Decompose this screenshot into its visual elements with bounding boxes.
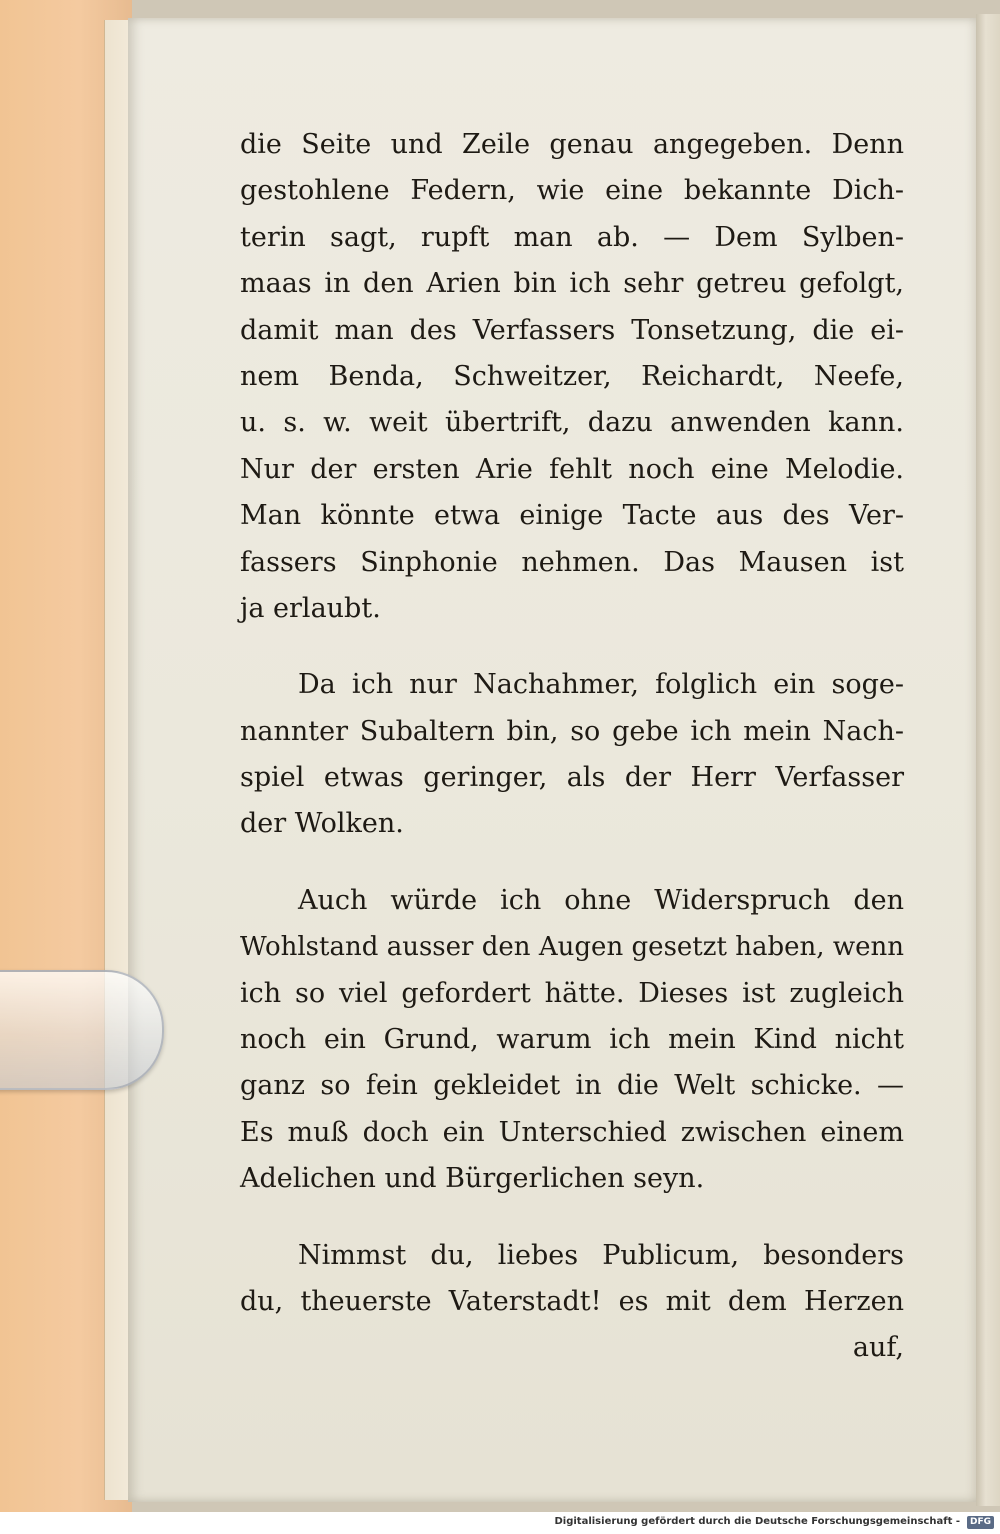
page-text [240,122,904,1372]
text-line: ganz so fein gekleidet in die Welt schicke. — [240,1070,904,1102]
dfg-logo: DFG [967,1516,994,1529]
catchword: auf, [852,1332,904,1364]
funding-notice: Digitalisierung gefördert durch die Deutsche Forschungsgemeinschaft - [554,1516,960,1527]
footer-bar [0,1512,1000,1534]
text-line: nannter Subaltern bin, so gebe ich mein Nach- [240,715,904,747]
paragraph [240,122,904,632]
text-line: spiel etwas geringer, als der Herr Verfasser [240,762,904,794]
text-line: Es muß doch ein Unterschied zwischen einem [240,1116,904,1148]
text-line: fassers Sinphonie nehmen. Das Mausen ist [240,546,904,578]
text-line: Da ich nur Nachahmer, folglich ein soge- [298,669,904,701]
text-line: Auch würde ich ohne Widerspruch den [298,884,904,916]
paragraph [240,662,904,848]
paragraph [240,878,904,1203]
paragraph [240,1233,904,1326]
text-line: ich so viel gefordert hätte. Dieses ist zugleich [240,977,904,1009]
text-line: die Seite und Zeile genau angegeben. Denn [240,129,904,160]
text-line: u. s. w. weit übertrift, dazu anwenden kann. [240,407,904,439]
text-line: maas in den Arien bin ich sehr getreu gefolgt, [240,268,904,300]
text-line: noch ein Grund, warum ich mein Kind nicht [240,1024,904,1056]
text-line: damit man des Verfassers Tonsetzung, die ei- [240,314,904,346]
text-line: nem Benda, Schweitzer, Reichardt, Neefe, [240,360,904,392]
text-line: gestohlene Federn, wie eine bekannte Dich- [240,175,904,207]
page-edge [976,14,1000,1506]
text-line: Adelichen und Bürgerlichen seyn. [240,1163,705,1195]
text-line: du, theuerste Vaterstadt! es mit dem Herzen [240,1285,904,1317]
page-clip [0,970,164,1090]
text-line: terin sagt, rupft man ab. — Dem Sylben- [240,221,904,253]
text-line: Man könnte etwa einige Tacte aus des Ver- [240,500,904,532]
text-line: Wohlstand ausser den Augen gesetzt haben, wenn [240,932,904,963]
text-line: ja erlaubt. [240,592,381,624]
text-line: Nur der ersten Arie fehlt noch eine Melodie. [240,453,904,485]
text-line: Nimmst du, liebes Publicum, besonders [298,1239,904,1271]
text-line: der Wolken. [240,808,404,840]
